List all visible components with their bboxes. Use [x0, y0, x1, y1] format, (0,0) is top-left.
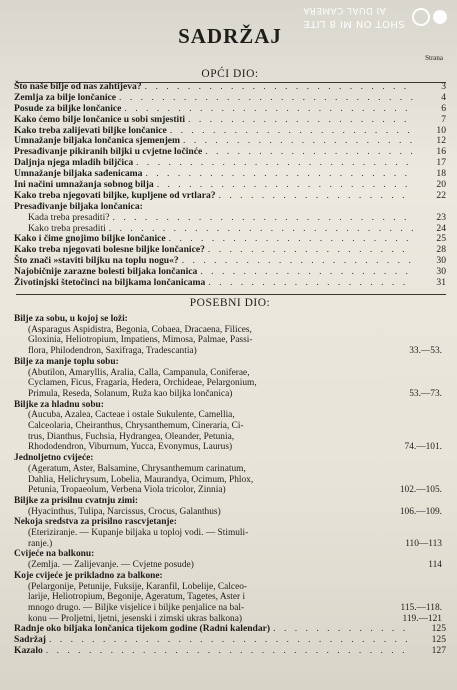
toc-section-title: Jednoljetno cvijeće: [14, 453, 94, 464]
toc-entry-page: 25 [436, 233, 446, 245]
toc-entry-page: 125 [431, 634, 446, 646]
toc-entry-title: Kako treba zalijevati biljke lončanice [14, 124, 167, 136]
toc-section-entry [14, 549, 446, 570]
toc-entry-page: 24 [436, 222, 446, 234]
leader-dots [182, 256, 413, 267]
leader-dots [119, 93, 413, 104]
leader-dots [219, 191, 413, 202]
toc-entry [14, 278, 446, 289]
toc-section-entry [14, 571, 446, 625]
toc-entry-page: 3 [441, 80, 446, 92]
toc-entry-title: Daljnja njega mladih biljčica [14, 157, 134, 169]
toc-entry [14, 624, 446, 635]
toc-section-line: (Aucuba, Azalea, Cacteae i ostale Sukulente, Camellia, [28, 410, 235, 421]
leader-dots [136, 158, 413, 169]
toc-section-entry [14, 517, 446, 549]
toc-section-entry [14, 314, 446, 357]
toc-section-line: (Ageratum, Aster, Balsamine, Chrysanthemum carinatum, [28, 463, 246, 474]
toc-entry-page: 119.—121 [402, 613, 442, 624]
toc-entry-page: 7 [441, 113, 446, 125]
toc-entry-page: 6 [441, 102, 446, 114]
toc-entry-page: 28 [436, 244, 446, 256]
leader-dots [183, 136, 413, 147]
leader-dots [205, 147, 413, 158]
toc-entry-page: 53.—73. [409, 388, 442, 399]
toc-section-line: trus, Dianthus, Fuchsia, Hydrangea, Oleander, Petunia, [28, 431, 235, 442]
leader-dots [145, 82, 413, 93]
toc-section-title: Biljke za hladnu sobu: [14, 399, 104, 410]
toc-section-line: Rhododendron, Viburnum, Yucca, Evonymus, Laurus) [28, 442, 233, 453]
toc-entry [14, 115, 446, 126]
page-column-label: Strana [425, 54, 443, 62]
divider [16, 294, 446, 295]
toc-entry-title: Što naše bilje od nas zahtijeva? [14, 80, 142, 92]
toc-entry-title: Posude za biljke lončanice [14, 102, 122, 114]
toc-section-line: ranje.) [28, 538, 53, 549]
toc-entry-title: Kako i čime gnojimo biljke lončanice [14, 233, 166, 245]
toc-entry-title: Kako ćemo bilje lončanice u sobi smjestiti [14, 113, 186, 125]
toc-entry-page: 127 [431, 645, 446, 657]
toc-entry-page: 10 [436, 124, 446, 136]
toc-section-entry [14, 400, 446, 454]
toc-entry-page: 102.—105. [399, 485, 442, 496]
toc-entry-title: Radnje oko biljaka lončanica tijekom godine (Radni kalendar) [14, 623, 271, 635]
toc-entry-title: Ini načini umnažanja sobnog bilja [14, 179, 154, 190]
section-special-heading: POSEBNI DIO: [189, 297, 271, 309]
toc-section-line: Cyclamen, Ficus, Fragaria, Hedera, Orchideae, Pelargonium, [28, 378, 257, 389]
toc-entry-title: Kazalo [14, 645, 43, 657]
toc-entry-title: Kako treba njegovati bolesne biljke lončanice? [14, 244, 205, 256]
toc-entry-title: Najobičnije zarazne bolesti biljaka lončanica [14, 266, 198, 278]
toc-section-line: (Pelargonije, Petunije, Fuksije, Karanfil, Lobelije, Calceo- [28, 581, 248, 592]
toc-entry-page: 31 [436, 277, 446, 289]
toc-section-entry [14, 496, 446, 517]
leader-dots [208, 245, 413, 256]
toc-section-title: Cvijeće na balkonu: [14, 549, 95, 560]
toc-entry-title: Presađivanje biljaka lončanica: [14, 200, 143, 212]
toc-entry-page: 106.—109. [399, 506, 442, 517]
toc-entry-page: 16 [436, 146, 446, 158]
toc-entry-title: Sadržaj [14, 634, 46, 646]
toc-section-line: konu — Proljetni, ljetni, jesenski i zimski ukras balkona) [28, 613, 243, 624]
toc-section-line: (Asparagus Aspidistra, Begonia, Cobaea, Dracaena, Filices, [28, 324, 252, 335]
toc-section-line: larije, Heliotropium, Begonije, Ageratum, Tagetes, Aster i [28, 592, 246, 603]
leader-dots [49, 635, 413, 646]
leader-dots [113, 213, 413, 224]
toc-section-entry [14, 453, 446, 496]
leader-dots [273, 624, 413, 635]
toc-entry-page: 30 [436, 255, 446, 267]
special-toc [14, 314, 446, 657]
section-general-heading: OPĆI DIO: [201, 68, 259, 80]
toc-entry-title: Presađivanje pikiranih biljki u cvjetne ločinće [14, 146, 203, 158]
toc-section-line: (Abutilon, Amaryllis, Aralia, Calla, Campanula, Coniferae, [28, 367, 250, 378]
toc-section-line: Primula, Reseda, Solanum, Ruža kao biljka lončanica) [28, 388, 233, 399]
toc-entry-page: 12 [436, 135, 446, 147]
general-toc [14, 82, 446, 289]
toc-entry-page: 18 [436, 168, 446, 180]
toc-section-line: (Zemlja. — Zalijevanje. — Cvjetne posude) [28, 560, 194, 571]
toc-entry-page: 20 [436, 179, 446, 190]
toc-section-entry [14, 357, 446, 400]
toc-entry-page: 110—113 [405, 538, 442, 549]
book-page [14, 0, 446, 690]
toc-section-line: (Eteriziranje. — Kupanje biljaka u toploj vodi. — Stimuli- [28, 528, 249, 539]
toc-entry-page: 30 [436, 266, 446, 278]
toc-entry [14, 213, 446, 224]
toc-entry-title: Kada treba presaditi? [28, 211, 110, 223]
toc-entry [14, 646, 446, 657]
page-title: SADRŽAJ [178, 24, 282, 48]
toc-entry-page: 33.—53. [409, 346, 442, 357]
toc-entry-page: 114 [428, 560, 442, 571]
toc-entry-title: Kako treba njegovati biljke, kupljene od vrtlara? [14, 189, 216, 201]
toc-section-line: Calceolaria, Cheiranthus, Chrysanthemum, Cineraria, Ci- [28, 421, 244, 432]
camera-watermark: SHOT ON MI 8 LITE AI DUAL CAMERA [303, 5, 405, 29]
toc-entry-page: 115.—118. [400, 603, 442, 613]
toc-entry-page: 74.—101. [404, 442, 442, 453]
toc-entry-title: Životinjski štetočinci na biljkama lončanicama [14, 277, 206, 289]
toc-section-title: Koje cvijeće je prikladno za balkone: [14, 570, 163, 581]
toc-entry-page: 23 [436, 211, 446, 223]
toc-section-line: Dahlia, Helichrysum, Lobelia, Maurandya, Ocimum, Phlox, [28, 474, 254, 485]
toc-section-line: flora, Philodendron, Saxifraga, Tradescantia) [28, 346, 197, 357]
leader-dots [169, 234, 413, 245]
toc-entry-title: Umnažanje biljaka sađenicama [14, 168, 143, 180]
toc-section-title: Biljke za prisilnu cvatnju zimi: [14, 495, 138, 506]
leader-dots [170, 126, 413, 137]
leader-dots [188, 115, 413, 126]
toc-section-line: mnogo drugo. — Biljke visjelice i biljke penjalice na bal- [28, 602, 245, 613]
toc-entry-title: Kako treba presaditi [28, 222, 106, 234]
toc-section-line: (Hyacinthus, Tulipa, Narcissus, Crocus, Galanthus) [28, 506, 221, 517]
toc-section-title: Bilje za manje toplu sobu: [14, 356, 119, 367]
toc-entry-title: Što znači »staviti biljku na toplu nogu«? [14, 255, 179, 267]
toc-entry-page: 22 [436, 189, 446, 201]
leader-dots [145, 169, 413, 180]
toc-section-line: Gloxinia, Heliotropium, Impatiens, Mimosa, Palmae, Passi- [28, 335, 253, 346]
toc-section-line: Petunia, Tropaeolum, Verbena Viola tricolor, Zinnia) [28, 485, 226, 496]
toc-entry-title: Umnažanje biljaka lončanica sjemenjem [14, 135, 181, 147]
toc-entry-page: 125 [431, 623, 446, 635]
leader-dots [200, 267, 413, 278]
toc-entry-title: Zemlja za bilje lončanice [14, 91, 117, 103]
leader-dots [208, 278, 413, 289]
toc-entry [14, 635, 446, 646]
toc-entry-page: 17 [436, 157, 446, 169]
toc-section-title: Nekoja sredstva za prisilno rascvjetanje: [14, 517, 177, 528]
leader-dots [46, 646, 413, 657]
toc-section-title: Bilje za sobu, u kojoj se loži: [14, 314, 128, 324]
toc-entry-page: 4 [441, 91, 446, 103]
